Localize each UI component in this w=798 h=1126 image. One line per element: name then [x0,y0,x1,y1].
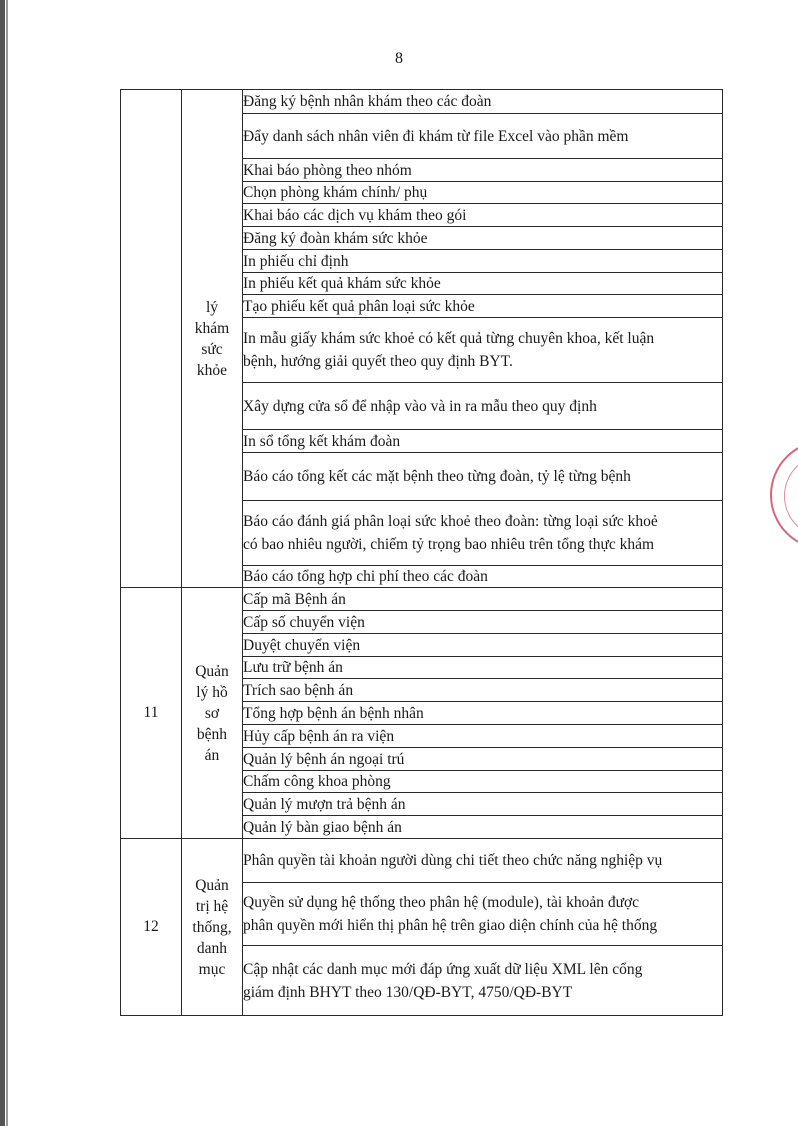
function-item [243,946,723,1016]
function-item-line: Cập nhật các danh mục mới đáp ứng xuất dữ liệu XML lên cổng [243,960,643,978]
function-item: Tổng hợp bệnh án bệnh nhân [243,702,723,725]
function-item: Đăng ký bệnh nhân khám theo các đoàn [243,90,723,114]
module-name-line: lý [205,298,219,316]
function-item-line: Báo cáo đánh giá phân loại sức khoẻ theo đoàn: từng loại sức khoẻ [243,513,658,530]
function-item: Quản lý bệnh án ngoại trú [243,748,723,771]
function-item-line: bệnh, hướng giải quyết theo quy định BYT. [243,353,513,370]
module-name-line: danh [196,939,228,957]
function-item: Khai báo các dịch vụ khám theo gói [243,204,723,227]
function-item: Trích sao bệnh án [243,679,723,702]
module-name [182,90,243,588]
function-item: Đẩy danh sách nhân viên đi khám từ file Excel vào phần mềm [243,114,723,159]
function-item: In sổ tổng kết khám đoàn [243,430,723,453]
function-item [243,883,723,946]
module-name-line: khám [194,319,230,337]
module-name-line: khỏe [196,361,228,379]
row-number [121,90,182,588]
function-item [243,318,723,383]
function-item: Báo cáo tổng hợp chi phí theo các đoàn [243,566,723,588]
row-number: 12 [121,839,182,1016]
function-item: Cấp mã Bệnh án [243,588,723,611]
function-item: Hủy cấp bệnh án ra viện [243,725,723,748]
module-name-line: mục [198,960,226,978]
page-number: 8 [395,50,403,67]
function-item: Khai báo phòng theo nhóm [243,159,723,182]
function-item: In phiếu kết quả khám sức khỏe [243,273,723,295]
table-row [121,839,723,883]
function-item: Phân quyền tài khoản người dùng chi tiết theo chức năng nghiệp vụ [243,839,723,883]
row-number: 11 [121,588,182,839]
seal-stamp-icon [770,440,798,550]
module-name-line: bệnh [196,725,228,743]
function-item: Chấm công khoa phòng [243,771,723,793]
table-row [121,90,723,114]
module-name-line: trị hệ [195,897,229,915]
module-name-line: án [204,746,220,764]
function-item: Xây dựng cửa sổ để nhập vào và in ra mẫu theo quy định [243,383,723,430]
module-name-line: sức [201,340,223,358]
function-item: Quản lý mượn trả bệnh án [243,793,723,816]
module-name [182,588,243,839]
module-name-line: Quản [195,662,229,680]
function-item-line: In mẫu giấy khám sức khoẻ có kết quả từng chuyên khoa, kết luận [243,330,655,347]
function-item-line: phân quyền mới hiển thị phân hệ trên giao diện chính của hệ thống [243,917,658,934]
function-table [120,89,723,1016]
function-item: Lưu trữ bệnh án [243,657,723,679]
module-name [182,839,243,1016]
function-item: Báo cáo tổng kết các mặt bệnh theo từng đoàn, tỷ lệ từng bệnh [243,453,723,501]
function-item-line: có bao nhiêu người, chiếm tỷ trọng bao nhiêu trên tổng thực khám [243,536,655,553]
function-item: Đăng ký đoàn khám sức khỏe [243,227,723,250]
function-item-line: giám định BHYT theo 130/QĐ-BYT, 4750/QĐ-BYT [243,983,573,1001]
scan-edge [0,0,5,1126]
module-name-line: sơ [204,704,220,722]
module-name-line: lý hồ [196,683,228,701]
function-item: Quản lý bàn giao bệnh án [243,816,723,839]
function-item: Cấp số chuyển viện [243,611,723,634]
function-item: Chọn phòng khám chính/ phụ [243,182,723,204]
module-name-line: thống, [192,918,232,936]
function-item [243,501,723,566]
module-name-line: Quản [195,876,229,894]
function-item: Duyệt chuyển viện [243,634,723,657]
function-item-line: Quyền sử dụng hệ thống theo phân hệ (module), tài khoản được [243,894,640,911]
table-row [121,588,723,611]
scan-edge-inner [6,0,8,1126]
function-item: In phiếu chỉ định [243,250,723,273]
function-item: Tạo phiếu kết quả phân loại sức khỏe [243,295,723,318]
